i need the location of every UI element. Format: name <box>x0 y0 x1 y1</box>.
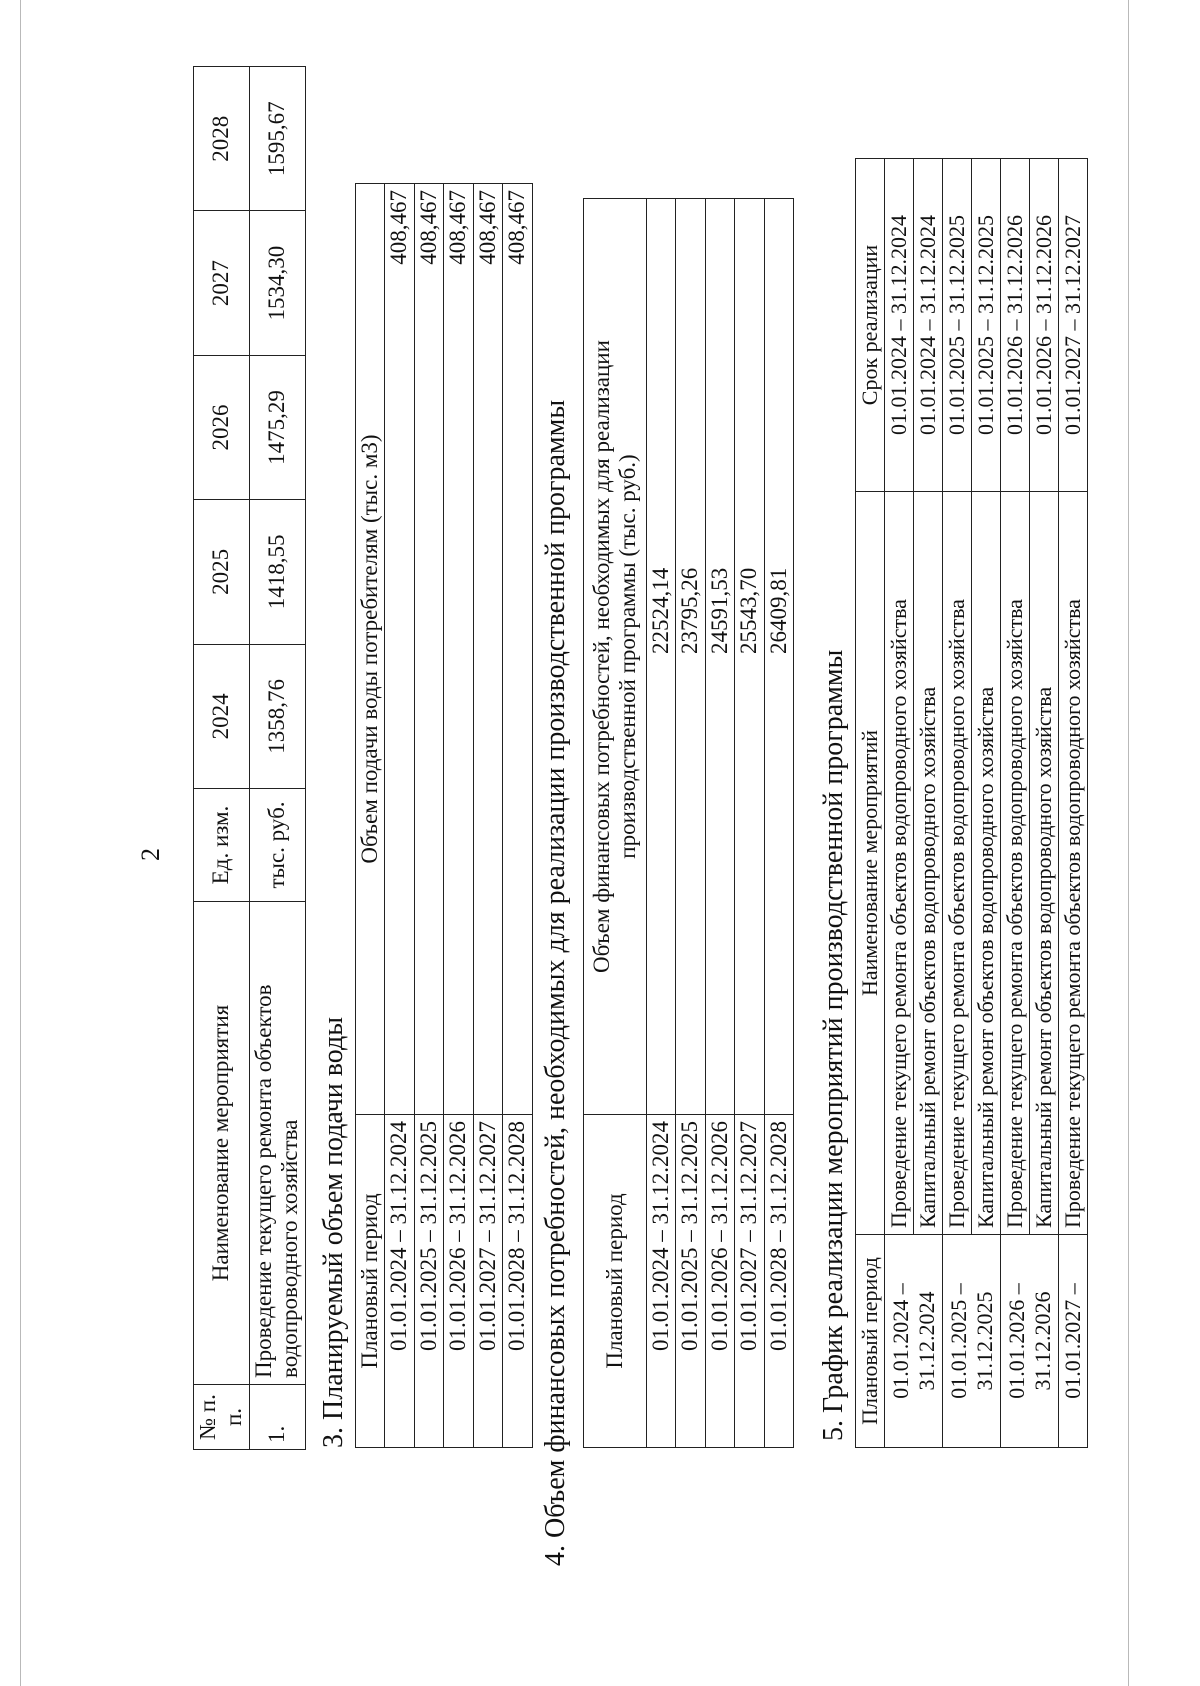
table-row <box>735 199 764 1448</box>
value-cell: 408,467 <box>414 184 443 1115</box>
table-row <box>764 199 793 1448</box>
table-header-row <box>194 67 250 1450</box>
table-header-row <box>356 184 385 1448</box>
activity-cell: Проведение текущего ремонта объектов водопроводного хозяйства <box>1059 492 1088 1235</box>
table-row <box>473 184 502 1448</box>
financial-needs-table <box>583 198 794 1448</box>
row-num: 1. <box>249 1385 305 1450</box>
col-header-num: № п. п. <box>194 1385 250 1450</box>
period-cell: 01.01.2024 – 31.12.2024 <box>385 1115 414 1448</box>
col-header-volume: Объем подачи воды потребителям (тыс. м3) <box>356 184 385 1115</box>
period-cell: 01.01.2027 – <box>1059 1235 1088 1448</box>
activity-cell: Проведение текущего ремонта объектов водопроводного хозяйства <box>885 492 914 1235</box>
water-supply-table <box>355 183 533 1448</box>
page-number: 2 <box>136 848 165 861</box>
period-cell: 01.01.2028 – 31.12.2028 <box>764 1115 793 1448</box>
table-row <box>676 199 705 1448</box>
row-value: 1418,55 <box>249 500 305 644</box>
table-header-row <box>584 199 647 1448</box>
col-header-unit: Ед. изм. <box>194 789 250 902</box>
period-cell: 01.01.2025 – 31.12.2025 <box>414 1115 443 1448</box>
col-header-activities: Наименование мероприятий <box>856 492 885 1235</box>
table-row <box>647 199 676 1448</box>
col-header-period: Плановый период <box>584 1115 647 1448</box>
period-cell: 01.01.2026 – 31.12.2026 <box>444 1115 473 1448</box>
period-cell: 01.01.2028 – 31.12.2028 <box>503 1115 532 1448</box>
schedule-table <box>855 158 1088 1448</box>
table-row <box>503 184 532 1448</box>
col-header-year: 2025 <box>194 500 250 644</box>
col-header-year: 2028 <box>194 67 250 211</box>
col-header-period: Плановый период <box>856 1235 885 1448</box>
activity-cell: Капитальный ремонт объектов водопроводного хозяйства <box>972 492 1001 1235</box>
row-value: 1358,76 <box>249 644 305 788</box>
activity-cell: Капитальный ремонт объектов водопроводного хозяйства <box>914 492 943 1235</box>
section-5-title: 5. График реализации мероприятий производственной программы <box>818 649 849 1441</box>
period-cell: 01.01.2026 – 31.12.2026 <box>705 1115 734 1448</box>
col-header-year: 2024 <box>194 644 250 788</box>
term-cell: 01.01.2025 – 31.12.2025 <box>972 159 1001 492</box>
period-cell: 01.01.2026 – 31.12.2026 <box>1001 1235 1059 1448</box>
activity-cell: Проведение текущего ремонта объектов водопроводного хозяйства <box>943 492 972 1235</box>
period-cell: 01.01.2025 – 31.12.2025 <box>943 1235 1001 1448</box>
term-cell: 01.01.2024 – 31.12.2024 <box>885 159 914 492</box>
col-header-term: Срок реализации <box>856 159 885 492</box>
period-cell: 01.01.2027 – 31.12.2027 <box>473 1115 502 1448</box>
table-row <box>885 159 914 1448</box>
table-row <box>943 159 972 1448</box>
value-cell: 23795,26 <box>676 199 705 1115</box>
row-value: 1595,67 <box>249 67 305 211</box>
section-4-title: 4. Объем финансовых потребностей, необходимых для реализации производственной программы <box>540 399 571 1566</box>
term-cell: 01.01.2026 – 31.12.2026 <box>1030 159 1059 492</box>
activity-cell: Проведение текущего ремонта объектов водопроводного хозяйства <box>1001 492 1030 1235</box>
row-value: 1475,29 <box>249 355 305 499</box>
table-row <box>705 199 734 1448</box>
section-3-title: 3. Планируемый объем подачи воды <box>318 1016 349 1448</box>
col-header-finance: Объем финансовых потребностей, необходимых для реализации производственной программы (тыс. руб.) <box>584 199 647 1115</box>
row-name: Проведение текущего ремонта объектов водопроводного хозяйства <box>249 902 305 1385</box>
period-cell: 01.01.2024 – 31.12.2024 <box>885 1235 943 1448</box>
table-row <box>1001 159 1030 1448</box>
value-cell: 408,467 <box>385 184 414 1115</box>
table-header-row <box>856 159 885 1448</box>
term-cell: 01.01.2027 – 31.12.2027 <box>1059 159 1088 492</box>
value-cell: 408,467 <box>503 184 532 1115</box>
row-unit: тыс. руб. <box>249 789 305 902</box>
row-value: 1534,30 <box>249 211 305 355</box>
value-cell: 408,467 <box>473 184 502 1115</box>
value-cell: 22524,14 <box>647 199 676 1115</box>
value-cell: 24591,53 <box>705 199 734 1115</box>
col-header-year: 2027 <box>194 211 250 355</box>
term-cell: 01.01.2025 – 31.12.2025 <box>943 159 972 492</box>
period-cell: 01.01.2025 – 31.12.2025 <box>676 1115 705 1448</box>
table-row <box>444 184 473 1448</box>
period-cell: 01.01.2027 – 31.12.2027 <box>735 1115 764 1448</box>
col-header-name: Наименование мероприятия <box>194 902 250 1385</box>
table-row <box>1059 159 1088 1448</box>
col-header-year: 2026 <box>194 355 250 499</box>
term-cell: 01.01.2026 – 31.12.2026 <box>1001 159 1030 492</box>
table-row <box>249 67 305 1450</box>
table-row <box>385 184 414 1448</box>
value-cell: 26409,81 <box>764 199 793 1115</box>
value-cell: 25543,70 <box>735 199 764 1115</box>
activity-cell: Капитальный ремонт объектов водопроводного хозяйства <box>1030 492 1059 1235</box>
value-cell: 408,467 <box>444 184 473 1115</box>
activities-cost-table <box>193 66 306 1450</box>
term-cell: 01.01.2024 – 31.12.2024 <box>914 159 943 492</box>
table-row <box>414 184 443 1448</box>
col-header-period: Плановый период <box>356 1115 385 1448</box>
period-cell: 01.01.2024 – 31.12.2024 <box>647 1115 676 1448</box>
